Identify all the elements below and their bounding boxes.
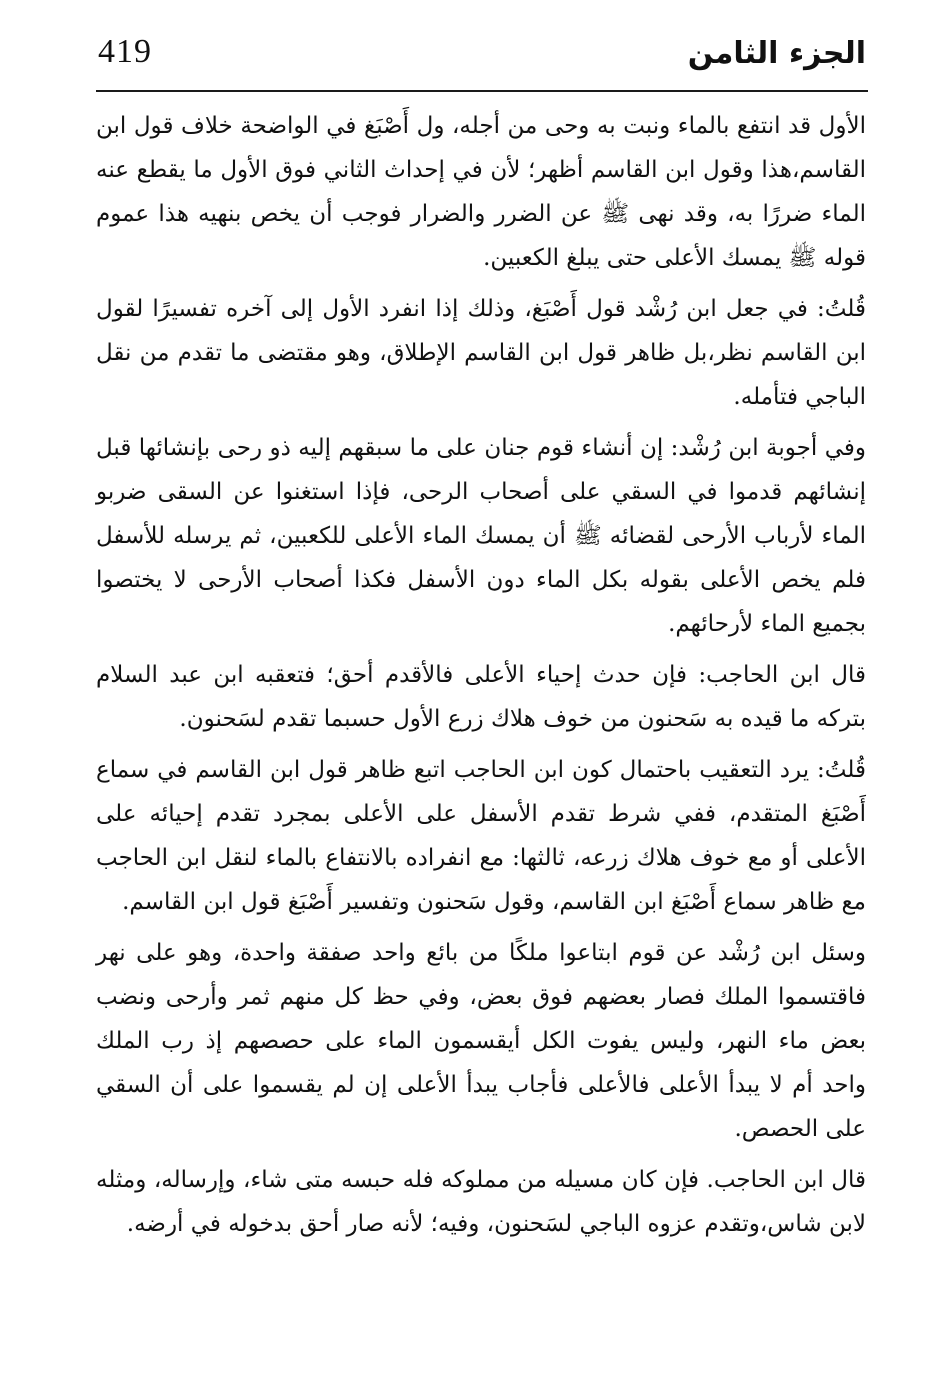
paragraph-7: قال ابن الحاجب. فإن كان مسيله من مملوكه فله حبسه متى شاء، وإرساله، ومثله لابن شاس،وتقدم عزوه الباجي لسَحنون، وفيه؛ لأنه صار أحق بدخوله في أرضه. xyxy=(96,1167,866,1237)
header-divider xyxy=(96,90,868,92)
paragraph-6: وسئل ابن رُشْد عن قوم ابتاعوا ملكًا من بائع واحد صفقة واحدة، وهو على نهر فاقتسموا الملك فصار بعضهم فوق بعض، وفي حظ كل منهم ثمر وأرحى ونضب بعض ماء النهر، وليس يفوت الكل أيقسمون الماء على حصصهم إذ رب الملك واحد أم لا يبدأ الأعلى فالأعلى فأجاب يبدأ الأعلى إن لم يقسموا على أن السقي على الحصص. xyxy=(96,940,866,1142)
running-title: الجزء الثامن xyxy=(687,36,866,71)
paragraph-3: وفي أجوبة ابن رُشْد: إن أنشاء قوم جنان على ما سبقهم إليه ذو رحى بإنشائها قبل إنشائهم قدموا في السقي على أصحاب الرحى، فإذا استغنوا عن السقى ضربو الماء لأرباب الأرحى لقضائه ﷺ أن يمسك الماء الأعلى للكعبين، ثم يرسله للأسفل فلم يخص الأعلى بقوله بكل الماء دون الأسفل فكذا أصحاب الأرحى لا يختصوا بجميع الماء لأرحائهم. xyxy=(96,435,866,637)
paragraph-2: قُلتُ: في جعل ابن رُشْد قول أَصْبَغ، وذلك إذا انفرد الأول إلى آخره تفسيرًا لقول ابن القاسم نظر،بل ظاهر قول ابن القاسم الإطلاق، وهو مقتضى ما تقدم من نقل الباجي فتأمله. xyxy=(96,296,866,410)
paragraph-5: قُلتُ: يرد التعقيب باحتمال كون ابن الحاجب اتبع ظاهر قول ابن القاسم في سماع أَصْبَغ المتقدم، ففي شرط تقدم الأسفل على الأعلى بمجرد تقدم إحيائه على الأعلى أو مع خوف هلاك زرعه، ثالثها: مع انفراده بالانتفاع بالماء لنقل ابن الحاجب مع ظاهر سماع أَصْبَغ ابن القاسم، وقول سَحنون وتفسير أَصْبَغ قول ابن القاسم. xyxy=(96,757,866,915)
page-header xyxy=(96,24,866,90)
page-number: 419 xyxy=(98,33,152,70)
paragraph-1: الأول قد انتفع بالماء ونبت به وحى من أجله، ول أَصْبَغ في الواضحة خلاف قول ابن القاسم،هذا وقول ابن القاسم أظهر؛ لأن في إحداث الثاني فوق الأول ما يقطع عنه الماء ضررًا به، وقد نهى ﷺ عن الضرر والضرار فوجب أن يخص بنهيه هذا عموم قوله ﷺ يمسك الأعلى حتى يبلغ الكعبين. xyxy=(96,113,866,271)
paragraph-4: قال ابن الحاجب: فإن حدث إحياء الأعلى فالأقدم أحق؛ فتعقبه ابن عبد السلام بتركه ما قيده به سَحنون من خوف هلاك زرع الأول حسبما تقدم لسَحنون. xyxy=(96,662,866,732)
page-body xyxy=(96,104,866,1253)
